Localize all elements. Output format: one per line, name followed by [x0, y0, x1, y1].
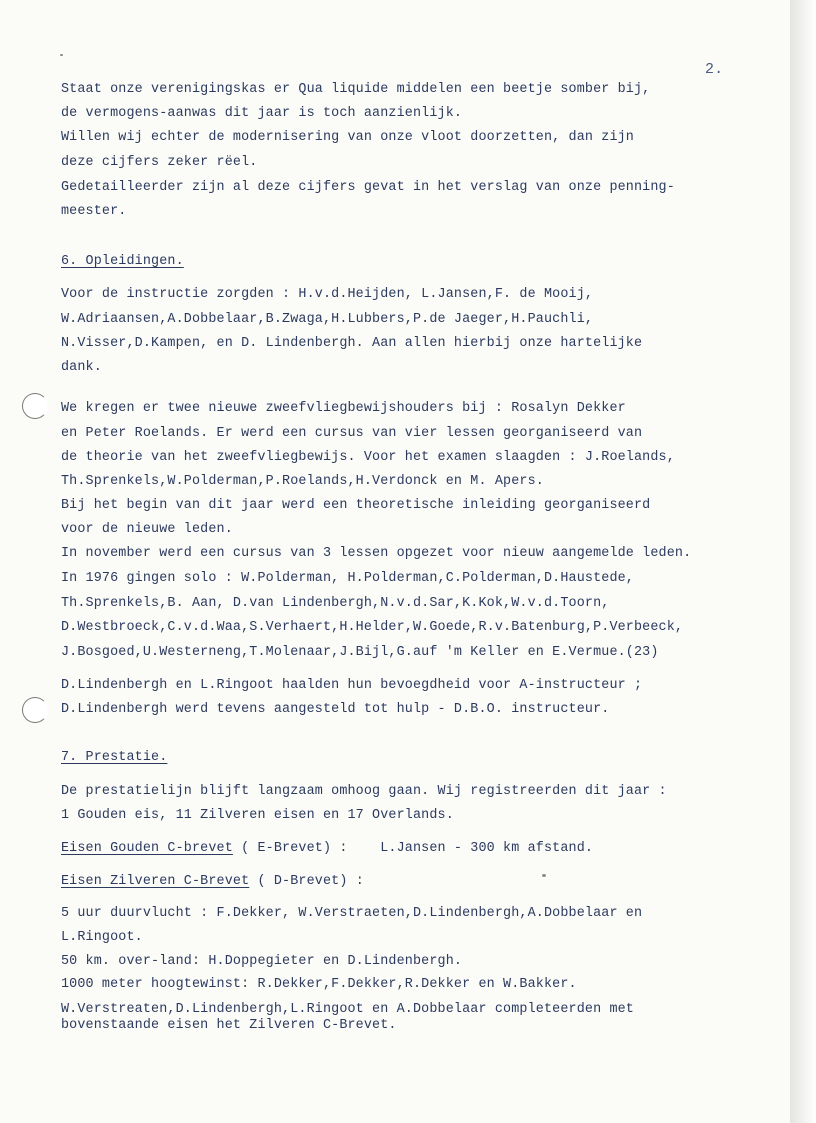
gouden-title: Eisen Gouden C-brevet	[61, 841, 233, 856]
punch-hole	[22, 697, 48, 723]
text-line: 1000 meter hoogtewinst: R.Dekker,F.Dekker,R.Dekker en W.Bakker.	[61, 977, 577, 992]
text-line: Th.Sprenkels,B. Aan, D.van Lindenbergh,N.v.d.Sar,K.Kok,W.v.d.Toorn,	[61, 596, 610, 611]
text-line: In november werd een cursus van 3 lessen opgezet voor nieuw aangemelde leden.	[61, 546, 692, 561]
text-line: W.Verstreaten,D.Lindenbergh,L.Ringoot en A.Dobbelaar completeerden met	[61, 1002, 634, 1017]
text-line: De prestatielijn blijft langzaam omhoog gaan. Wij registreerden dit jaar :	[61, 784, 667, 799]
text-line: 1 Gouden eis, 11 Zilveren eisen en 17 Overlands.	[61, 808, 454, 823]
subheading-zilveren	[61, 874, 364, 890]
text-line: meester.	[61, 204, 127, 219]
page-number: 2.	[705, 61, 724, 78]
zilveren-title: Eisen Zilveren C-Brevet	[61, 874, 250, 889]
text-line: L.Ringoot.	[61, 930, 143, 945]
text-line: Willen wij echter de modernisering van onze vloot doorzetten, dan zijn	[61, 130, 634, 145]
text-line: D.Westbroeck,C.v.d.Waa,S.Verhaert,H.Helder,W.Goede,R.v.Batenburg,P.Verbeeck,	[61, 620, 684, 635]
text-line: D.Lindenbergh werd tevens aangesteld tot hulp - D.B.O. instructeur.	[61, 702, 610, 717]
text-line: W.Adriaansen,A.Dobbelaar,B.Zwaga,H.Lubbers,P.de Jaeger,H.Pauchli,	[61, 312, 594, 327]
text-line: Bij het begin van dit jaar werd een theoretische inleiding georganiseerd	[61, 498, 651, 513]
text-line: de theorie van het zweefvliegbewijs. Voor het examen slaagden : J.Roelands,	[61, 450, 675, 465]
text-line: N.Visser,D.Kampen, en D. Lindenbergh. Aan allen hierbij onze hartelijke	[61, 336, 643, 351]
text-line: dank.	[61, 360, 102, 375]
section-heading-prestatie: 7. Prestatie.	[61, 750, 168, 765]
gouden-rest: ( E-Brevet) : L.Jansen - 300 km afstand.	[232, 841, 594, 856]
subheading-gouden	[61, 841, 593, 857]
text-line: bovenstaande eisen het Zilveren C-Brevet.	[61, 1018, 397, 1033]
text-line: Staat onze verenigingskas er Qua liquide middelen een beetje somber bij,	[61, 82, 651, 97]
text-line: J.Bosgoed,U.Westerneng,T.Molenaar,J.Bijl,G.auf 'm Keller en E.Vermue.(23)	[61, 645, 659, 660]
paper-edge	[790, 0, 816, 1123]
text-line: Gedetailleerder zijn al deze cijfers gevat in het verslag van onze penning-	[61, 180, 675, 195]
text-line: In 1976 gingen solo : W.Polderman, H.Polderman,C.Polderman,D.Haustede,	[61, 571, 634, 586]
text-line: 50 km. over-land: H.Doppegieter en D.Lindenbergh.	[61, 954, 463, 969]
text-line: Voor de instructie zorgden : H.v.d.Heijden, L.Jansen,F. de Mooij,	[61, 287, 594, 302]
section-heading-opleidingen: 6. Opleidingen.	[61, 254, 184, 269]
zilveren-rest: ( D-Brevet) :	[249, 874, 364, 889]
paper-speck	[60, 54, 63, 56]
text-line: 5 uur duurvlucht : F.Dekker, W.Verstraeten,D.Lindenbergh,A.Dobbelaar en	[61, 906, 643, 921]
text-line: We kregen er twee nieuwe zweefvliegbewijshouders bij : Rosalyn Dekker	[61, 401, 626, 416]
text-line: deze cijfers zeker rëel.	[61, 155, 258, 170]
text-line: en Peter Roelands. Er werd een cursus van vier lessen georganiseerd van	[61, 426, 643, 441]
paper-speck	[542, 874, 546, 877]
text-line: D.Lindenbergh en L.Ringoot haalden hun bevoegdheid voor A-instructeur ;	[61, 678, 643, 693]
text-line: de vermogens-aanwas dit jaar is toch aanzienlijk.	[61, 106, 463, 121]
text-line: voor de nieuwe leden.	[61, 522, 233, 537]
punch-hole	[22, 393, 48, 419]
text-line: Th.Sprenkels,W.Polderman,P.Roelands,H.Verdonck en M. Apers.	[61, 474, 544, 489]
